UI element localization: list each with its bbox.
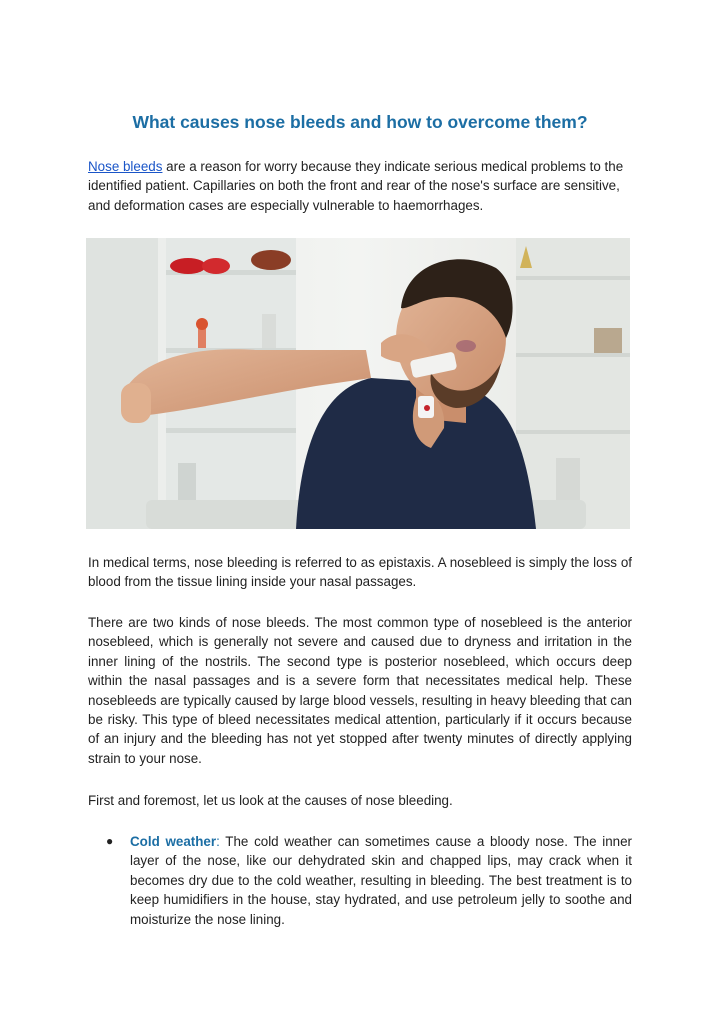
page-title: What causes nose bleeds and how to overcome them? <box>132 112 588 132</box>
causes-intro-paragraph: First and foremost, let us look at the causes of nose bleeding. <box>88 793 453 808</box>
bullet-icon: ● <box>106 834 114 848</box>
causes-list <box>88 832 632 929</box>
nose-bleeds-link[interactable]: Nose bleeds <box>88 159 163 174</box>
photo-illustration <box>86 238 630 529</box>
intro-paragraph <box>88 157 632 215</box>
epistaxis-paragraph: In medical terms, nose bleeding is referred to as epistaxis. A nosebleed is simply the loss of blood from the tissue lining inside your nasal passages. <box>88 555 632 590</box>
bullet-term: Cold weather <box>130 834 217 849</box>
types-paragraph: There are two kinds of nose bleeds. The most common type of nosebleed is the anterior nosebleed, which is generally not severe and caused due to dryness and irritation in the inner lining of the nostrils. The second type is posterior nosebleed, which occurs deep within the nasal passages and is a severe form that necessitates medical help. These nosebleeds are typically caused by large blood vessels, resulting in heavy bleeding that can be risky. This type of bleed necessitates medical attention, particularly if it occurs because of an injury and the bleeding has not yet stopped after twenty minutes of directly applying strain to your nose. <box>88 615 632 766</box>
bullet-colon: : <box>216 834 220 849</box>
bullet-text: The cold weather can sometimes cause a bloody nose. The inner layer of the nose, like our dehydrated skin and chapped lips, may crack when it becomes dry due to the cold weather, resulting in bleeding. The best treatment is to keep humidifiers in the house, stay hydrated, and use petroleum jelly to soothe and moisturize the nose lining. <box>130 834 633 927</box>
man-holding-nose-photo <box>86 238 630 529</box>
list-item <box>88 832 632 929</box>
intro-text: are a reason for worry because they indicate serious medical problems to the identified patient. Capillaries on both the front and rear of the nose's surface are sensitive, and deformation cases are especially vulnerable to haemorrhages. <box>88 159 624 213</box>
